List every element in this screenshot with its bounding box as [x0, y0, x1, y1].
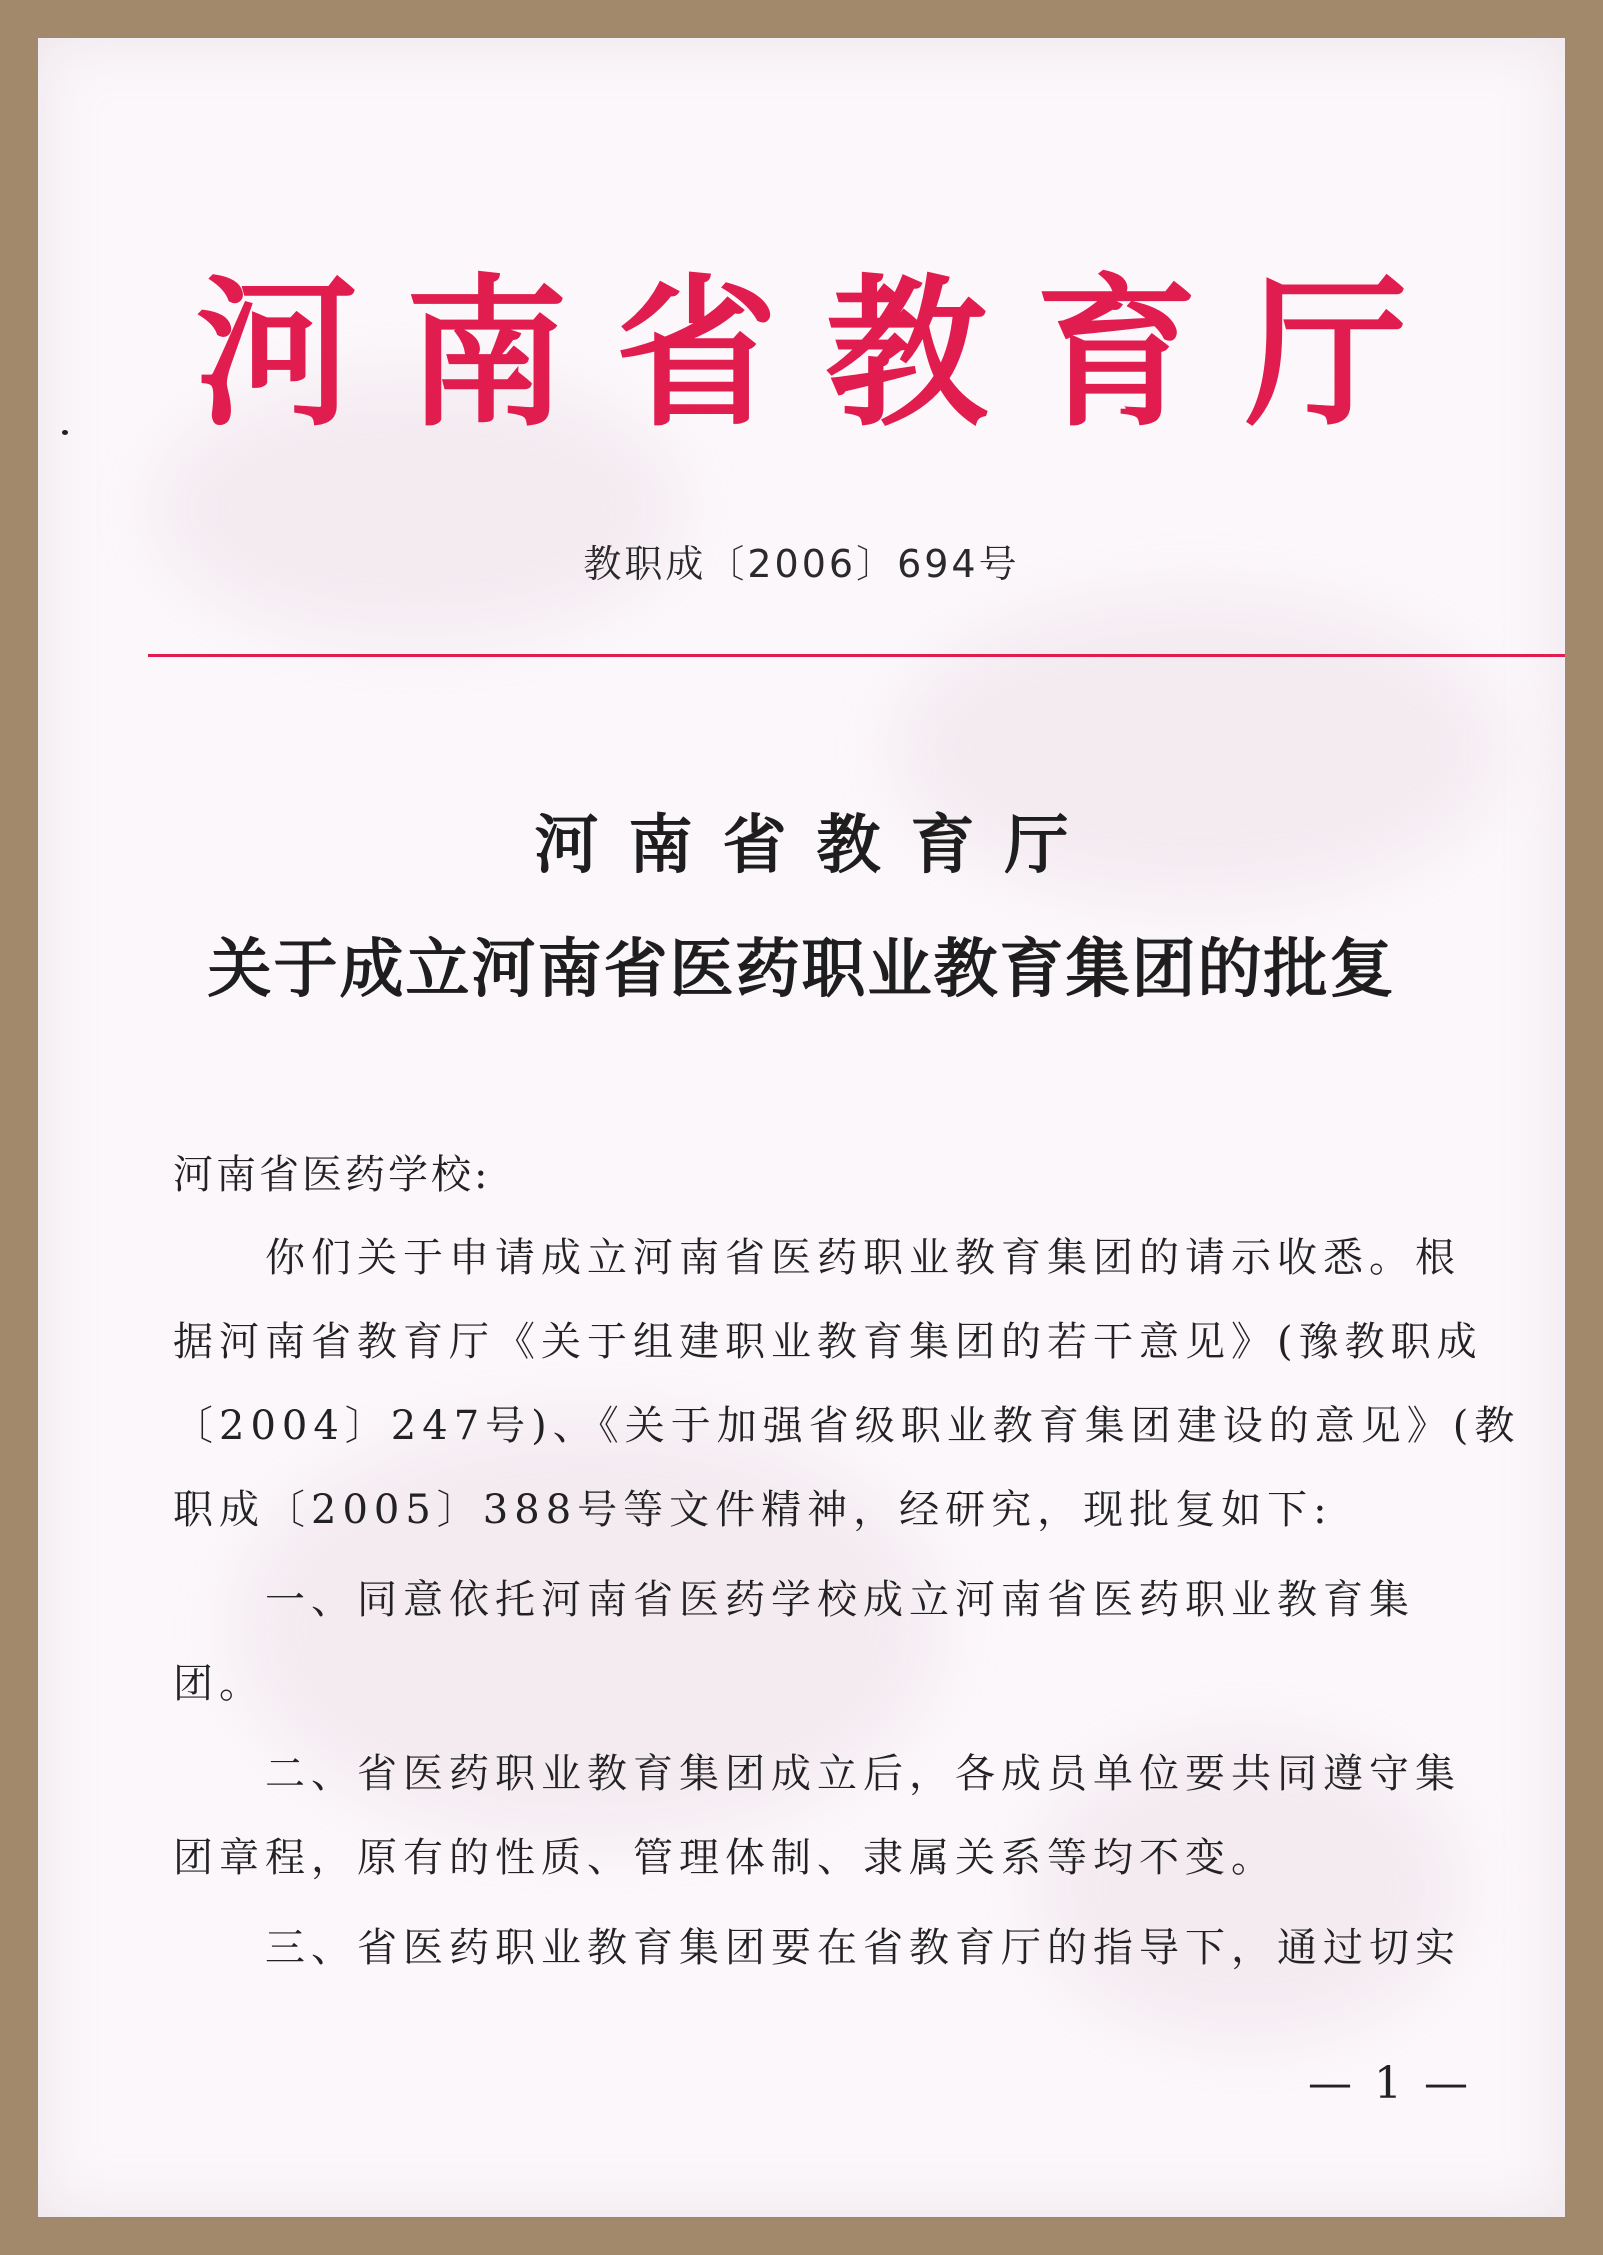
body-line: 三、省医药职业教育集团要在省教育厅的指导下，通过切实: [265, 1925, 1461, 1971]
letterhead-agency: 河南省教育厅: [195, 259, 1456, 449]
body-line: 二、省医药职业教育集团成立后，各成员单位要共同遵守集: [265, 1751, 1461, 1797]
body-line: 一、同意依托河南省医药学校成立河南省医药职业教育集: [265, 1577, 1415, 1623]
document-page: [38, 38, 1565, 2217]
body-line: 职成〔2005〕388号等文件精神，经研究，现批复如下:: [173, 1487, 1333, 1533]
body-line: 团。: [173, 1661, 265, 1707]
document-title-line-2: 关于成立河南省医药职业教育集团的批复: [207, 932, 1396, 1007]
body-line: 据河南省教育厅《关于组建职业教育集团的若干意见》(豫教职成: [173, 1319, 1483, 1365]
document-title-line-1: 河南省教育厅: [534, 808, 1099, 883]
body-line: 〔2004〕247号)、《关于加强省级职业教育集团建设的意见》(教: [173, 1403, 1521, 1449]
document-number: 教职成〔2006〕694号: [583, 542, 1020, 586]
body-line: 你们关于申请成立河南省医药职业教育集团的请示收悉。根: [265, 1235, 1461, 1281]
page-number: — 1 —: [1308, 2058, 1472, 2109]
addressee: 河南省医药学校:: [173, 1152, 491, 1198]
body-line: 团章程，原有的性质、管理体制、隶属关系等均不变。: [173, 1835, 1277, 1881]
letterhead-divider: [148, 654, 1565, 657]
